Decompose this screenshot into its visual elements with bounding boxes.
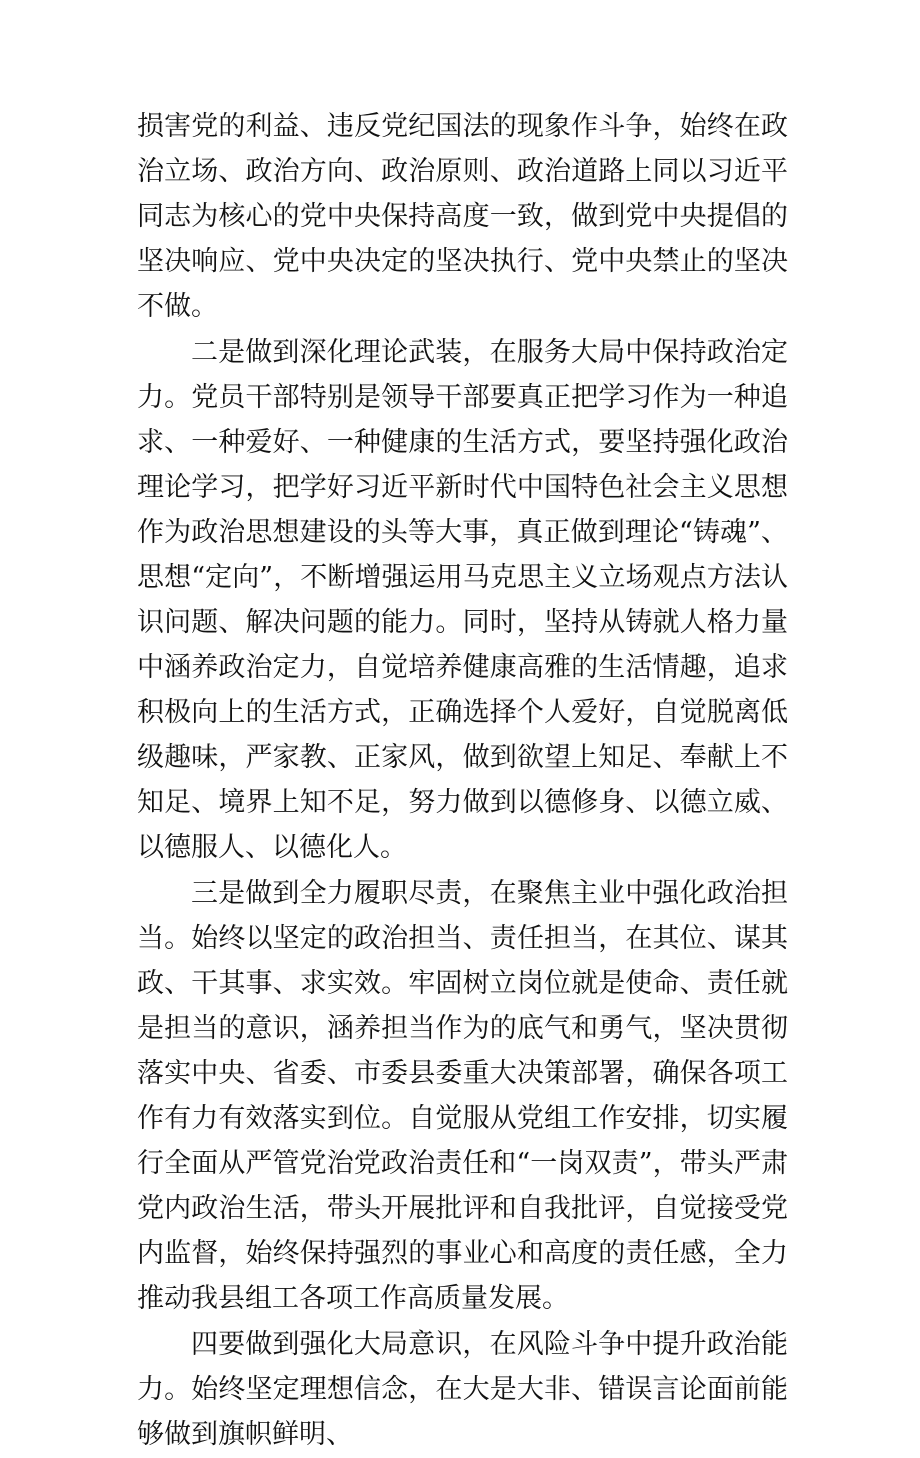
paragraph-two: 二是做到深化理论武装，在服务大局中保持政治定力。党员干部特别是领导干部要真正把学习作为一种追求、一种爱好、一种健康的生活方式，要坚持强化政治理论学习，把学好习近平新时代中国特色社会主义思想作为政治思想建设的头等大事，真正做到理论“铸魂”、思想“定向”，不断增强运用马克思主义立场观点方法认识问题、解决问题的能力。同时，坚持从铸就人格力量中涵养政治定力，自觉培养健康高雅的生活情趣，追求积极向上的生活方式，正确选择个人爱好，自觉脱离低级趣味，严家教、正家风，做到欲望上知足、奉献上不知足、境界上知不足，努力做到以德修身、以德立威、以德服人、以德化人。 [137,337,788,863]
body-text [137,104,788,1458]
paragraph-three: 三是做到全力履职尽责，在聚焦主业中强化政治担当。始终以坚定的政治担当、责任担当，在其位、谋其政、干其事、求实效。牢固树立岗位就是使命、责任就是担当的意识，涵养担当作为的底气和勇气，坚决贯彻落实中央、省委、市委县委重大决策部署，确保各项工作有力有效落实到位。自觉服从党组工作安排，切实履行全面从严管党治党政治责任和“一岗双责”，带头严肃党内政治生活，带头开展批评和自我批评，自觉接受党内监督，始终保持强烈的事业心和高度的责任感，全力推动我县组工各项工作高质量发展。 [137,878,788,1314]
paragraph-continued: 损害党的利益、违反党纪国法的现象作斗争，始终在政治立场、政治方向、政治原则、政治道路上同以习近平同志为核心的党中央保持高度一致，做到党中央提倡的坚决响应、党中央决定的坚决执行、党中央禁止的坚决不做。 [137,111,788,322]
paragraph-four: 四要做到强化大局意识，在风险斗争中提升政治能力。始终坚定理想信念，在大是大非、错误言论面前能够做到旗帜鲜明、 [137,1329,788,1450]
